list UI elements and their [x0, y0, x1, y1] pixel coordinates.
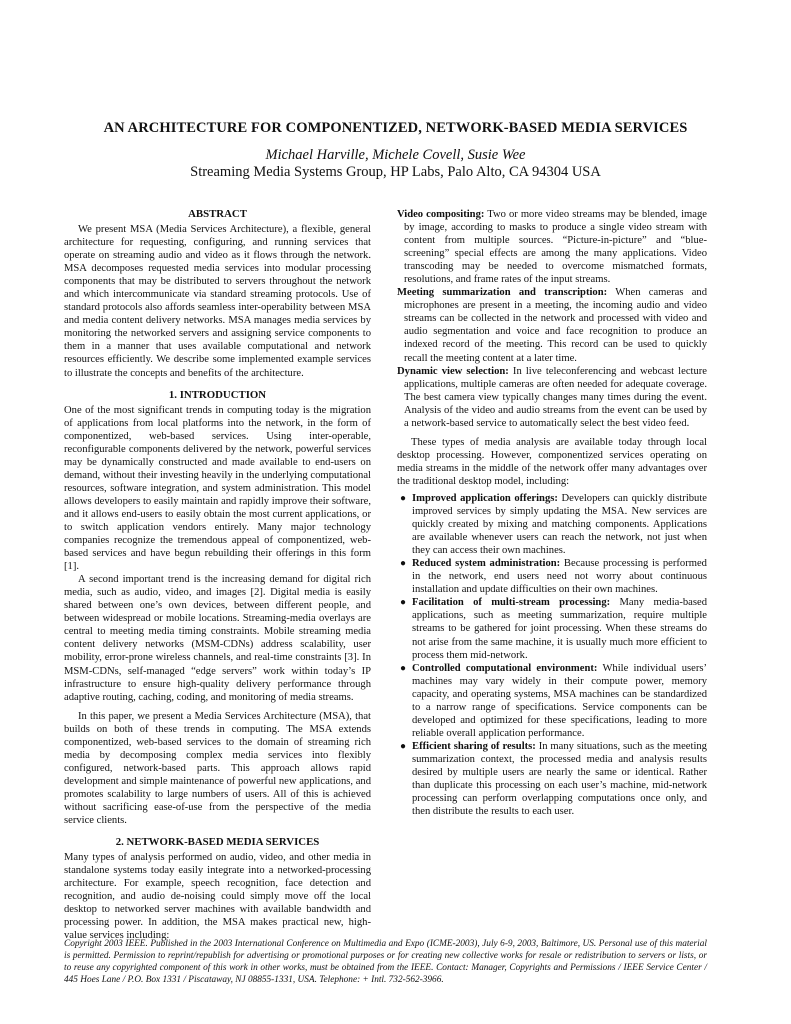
advantage-text: Developers can quickly distribute improved services by simply updating the MSA. New services are quickly created by mixing and matching components. Applications are available whenever users can reach the network, not just when they can access their own machines. [412, 492, 707, 557]
service-entry-text: In live teleconferencing and webcast lecture applications, multiple cameras are often needed for adequate coverage. The best camera view typically changes many times during the event. Analysis of the video and audio streams from the event can be used by a network-based service to automatically select the best video feed. [404, 365, 708, 429]
advantage-term: Reduced system administration: [412, 558, 561, 570]
section-2-paragraph-2: These types of media analysis are available today through local desktop processing. However, componentized services operating on media streams in the middle of the network offer many advantages over the traditional desktop model, including: [397, 436, 707, 487]
service-entry [397, 365, 707, 430]
affiliation: Streaming Media Systems Group, HP Labs, Palo Alto, CA 94304 USA [190, 164, 601, 180]
advantage-text: In many situations, such as the meeting summarization context, the processed media and analysis results desired by multiple users are nearly the same or identical. Rather than duplicate this processing on each user’s machine, mid-network processing can perform overlapping computations once only, and then distribute the results to each user. [412, 740, 707, 818]
service-entry-text: Two or more video streams may be blended, image by image, according to masks to produce a single video stream with content from multiple sources. “Picture-in-picture” and “blue-screening” special effects are among the many applications. Video transcoding may be needed to overcome mismatched formats, resolutions, and frame rates of the input streams. [404, 209, 707, 286]
bullet-icon: ● [400, 492, 407, 504]
paper-title: AN ARCHITECTURE FOR COMPONENTIZED, NETWORK-BASED MEDIA SERVICES [103, 120, 688, 136]
intro-paragraph-3: In this paper, we present a Media Services Architecture (MSA), that builds on both of these trends in computing. The MSA extends componentized, web-based services to the domain of streaming rich media by decomposing complex media services into flexibly configured, network-based parts. This approach allows rapid development and simple maintenance of powerful new applications, and promotes scalability to large numbers of users. All of this is achieved without sacrificing ease-of-use from the perspective of the media service clients. [64, 710, 371, 827]
advantage-item [397, 492, 707, 557]
service-entry-list [397, 208, 707, 430]
bullet-icon: ● [400, 597, 407, 609]
advantage-item [397, 740, 707, 818]
intro-paragraph-1: One of the most significant trends in computing today is the migration of applications from local platforms into the network, in the form of componentized, web-based services. Using inter-operable, reconfigurable components delivered by the network, powerful services may be dynamically constructed and made available to end-users on demand, without their investing heavily in the underlying computational resources, software integration, and system administration. This model allows developers to easily maintain and rapidly improve their software, and it allows end-users to easily obtain the most current applications, or to switch application vendors entirely. Many major technology companies recognize the tremendous appeal of componentized, web-based services and have begun rebuilding their offerings in this form [1]. [64, 404, 371, 573]
advantage-term: Efficient sharing of results: [412, 740, 536, 752]
left-column [64, 208, 371, 942]
advantage-item [397, 596, 707, 661]
service-entry [397, 208, 707, 286]
copyright-notice: Copyright 2003 IEEE. Published in the 2003 International Conference on Multimedia and Expo (ICME-2003), July 6-9, 2003, Baltimore, US. Personal use of this material is permitted. Permission to reprint/republish for advertising or promotional purposes or for creating new collective works for resale or redistribution to servers or lists, or to reuse any copyrighted component of this work in other works, must be obtained from the IEEE. Contact: Manager, Copyrights and Permissions / IEEE Service Center / 445 Hoes Lane / P.O. Box 1331 / Piscataway, NJ 08855-1331, USA. Telephone: + Intl. 732-562-3966. [64, 939, 707, 985]
right-column [397, 208, 707, 818]
section-2-paragraph-1: Many types of analysis performed on audio, video, and other media in standalone systems today easily integrate into a networked-processing architecture. For example, speech recognition, face detection and recognition, and audio de-noising could simply move off the local desktop to networked server machines with available bandwidth and processing power. In addition, the MSA makes practical new, high-value services including: [64, 852, 371, 942]
bullet-icon: ● [400, 662, 407, 674]
service-entry-term: Dynamic view selection: [397, 365, 509, 377]
advantage-item [397, 557, 707, 596]
bullet-icon: ● [400, 740, 407, 752]
service-entry-term: Meeting summarization and transcription: [397, 287, 608, 299]
advantage-text: Many media-based applications, such as meeting summarization, require multiple streams to be gathered for joint processing. When these streams do not arise from the same machine, it is usually much more efficient to process them mid-network. [412, 597, 707, 661]
advantage-term: Improved application offerings: [412, 492, 558, 504]
advantage-text: While individual users’ machines may vary widely in their compute power, memory capacity, and operating systems, MSA machines can be standardized to a narrow range of specifications. Service components can be developed and optimized for these specifications, leading to more reliable overall application performance. [412, 662, 707, 739]
advantages-list [397, 492, 707, 818]
introduction-heading: 1. INTRODUCTION [168, 388, 267, 401]
abstract-text: We present MSA (Media Services Architecture), a flexible, general architecture for requesting, configuring, and running services that operate on streaming audio and video as it flows through the network. MSA decomposes requested media services into modular processing components that may be distributed to servers throughout the network and which intercommunicate via standard streaming protocols. Use of standard protocols also affords seamless inter-operability between MSA and media content delivery networks. MSA manages media services by monitoring the networked servers and assigning service components to them in a manner that uses available computational and network resources efficiently. We describe some implemented example services to illustrate the concepts and benefits of the architecture. [64, 224, 371, 379]
author-list: Michael Harville, Michele Covell, Susie Wee [265, 147, 526, 163]
advantage-term: Controlled computational environment: [412, 662, 598, 674]
section-2-heading: 2. NETWORK-BASED MEDIA SERVICES [115, 836, 320, 849]
advantage-item [397, 662, 707, 740]
abstract-heading: ABSTRACT [188, 208, 247, 220]
bullet-icon: ● [400, 558, 407, 570]
advantage-term: Facilitation of multi-stream processing: [412, 597, 611, 609]
intro-paragraph-2: A second important trend is the increasing demand for digital rich media, such as audio, video, and images [2]. Digital media is easily shared between one’s own devices, between different people, and between widespread or mobile locations. Streaming-media overlays are central to meeting media timing constraints. Mobile streaming media content delivery networks (MSM-CDNs) address scalability, user mobility, error-prone wireless channels, and real-time constraints [3]. In MSM-CDNs, self-managed “edge servers” work within today’s IP infrastructure to ensure high-quality delivery performance through adaptive routing, caching, coding, and monitoring of media streams. [64, 574, 371, 703]
advantage-text: Because processing is performed in the network, end users need not worry about continuous installation and update difficulties on their own machines. [412, 558, 707, 596]
service-entry-text: When cameras and microphones are present in a meeting, the incoming audio and video streams can be collected in the network and processed with video and audio segmentation and voice and face recognition to produce an indexed record of the meeting. This record can be used to quickly recall the meeting content at a later time. [404, 287, 707, 364]
service-entry [397, 286, 707, 364]
service-entry-term: Video compositing: [397, 209, 485, 220]
